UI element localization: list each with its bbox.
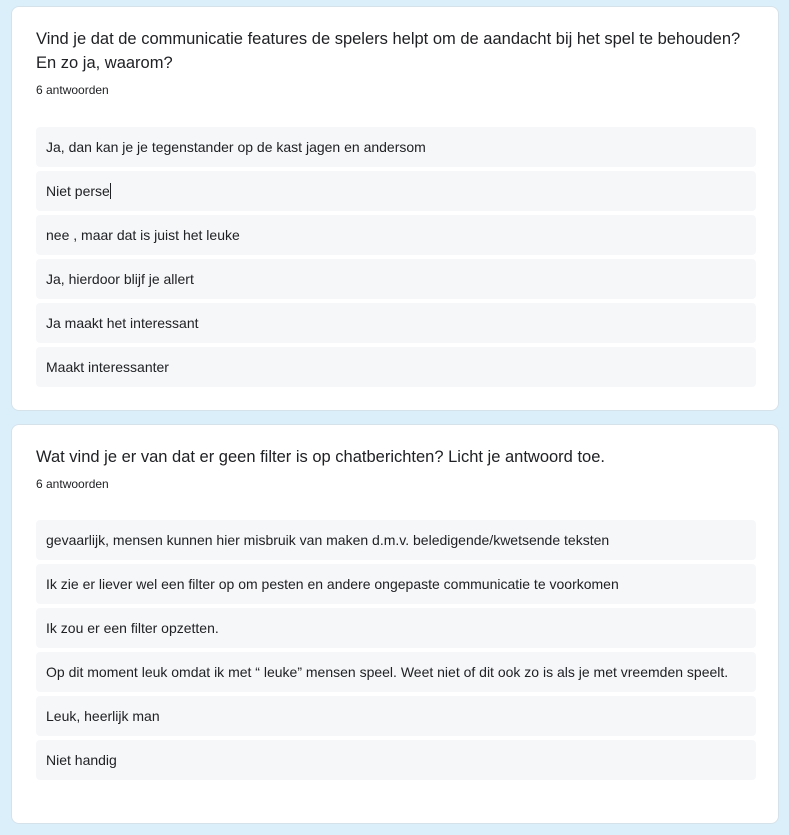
response-count: 6 antwoorden <box>36 83 109 97</box>
answer-text: Maakt interessanter <box>46 359 169 375</box>
answer-item <box>36 259 756 299</box>
answer-text: Op dit moment leuk omdat ik met “ leuke” mensen speel. Weet niet of dit ook zo is als je met vreemden speelt. <box>46 664 729 680</box>
answer-item <box>36 303 756 343</box>
answer-text: Ik zie er liever wel een filter op om pesten en andere ongepaste communicatie te voorkomen <box>46 576 619 592</box>
answer-item <box>36 696 756 736</box>
answer-text: Ja, dan kan je je tegenstander op de kast jagen en andersom <box>46 139 426 155</box>
answer-text: Leuk, heerlijk man <box>46 708 160 724</box>
question-title: Vind je dat de communicatie features de spelers helpt om de aandacht bij het spel te behouden? En zo ja, waarom? <box>36 30 741 72</box>
answer-text: Niet handig <box>46 752 117 768</box>
answer-item <box>36 215 756 255</box>
text-cursor <box>110 183 111 199</box>
answer-item <box>36 652 756 692</box>
answer-item <box>36 564 756 604</box>
question-card <box>11 6 779 411</box>
answer-text: Ik zou er een filter opzetten. <box>46 620 219 636</box>
answer-list <box>36 127 756 391</box>
answer-text: Ja maakt het interessant <box>46 315 199 331</box>
answer-item <box>36 171 756 211</box>
answer-item <box>36 127 756 167</box>
answer-text: gevaarlijk, mensen kunnen hier misbruik van maken d.m.v. beledigende/kwetsende teksten <box>46 532 610 548</box>
response-count: 6 antwoorden <box>36 477 109 491</box>
question-card <box>11 424 779 824</box>
answer-text: Ja, hierdoor blijf je allert <box>46 271 194 287</box>
answer-item <box>36 740 756 780</box>
answer-text: nee , maar dat is juist het leuke <box>46 227 240 243</box>
question-title: Wat vind je er van dat er geen filter is op chatberichten? Licht je antwoord toe. <box>36 448 605 466</box>
answer-text: Niet perse <box>46 183 110 199</box>
answer-item <box>36 347 756 387</box>
answer-item <box>36 608 756 648</box>
answer-list <box>36 520 756 784</box>
answer-item <box>36 520 756 560</box>
